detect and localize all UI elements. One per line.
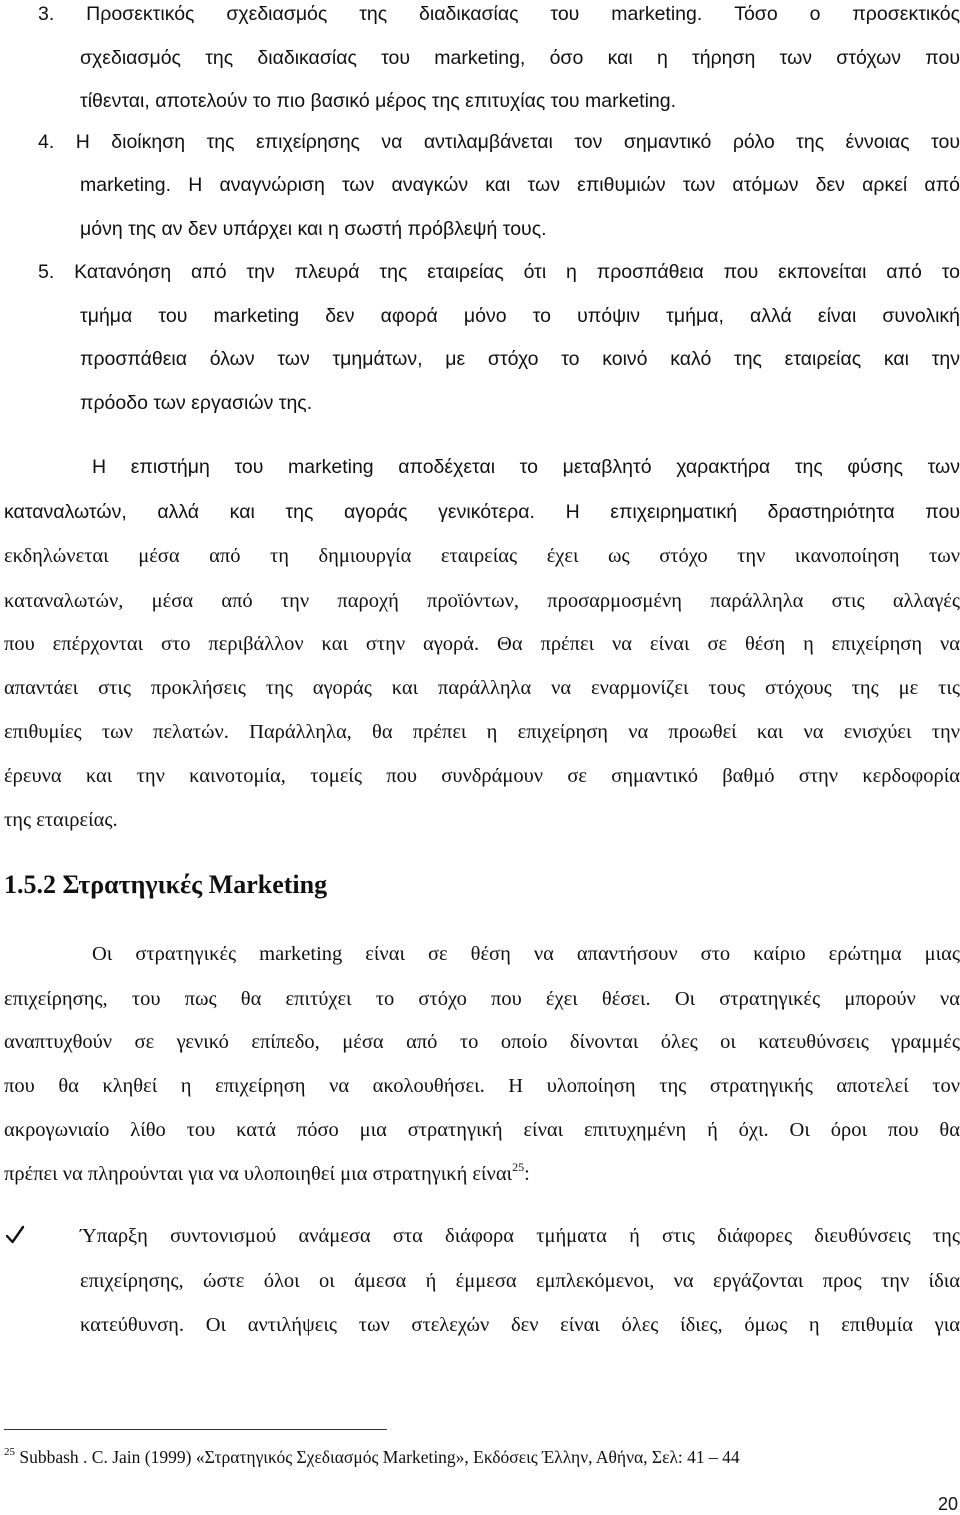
paragraph-2-line-6-text: πρέπει να πληρούνται για να υλοποιηθεί μια στρατηγική είναι [4,1163,513,1185]
bullet-line-1: Ύπαρξη συντονισμού ανάμεσα στα διάφορα τμήματα ή στις διάφορες διευθύνσεις της [80,1225,960,1247]
paragraph-1-line-6: απαντάει στις προκλήσεις της αγοράς και παράλληλα να εναρμονίζει τους στόχους της με τις [4,677,960,699]
list-item-3-line-1: 3. Προσεκτικός σχεδιασμός της διαδικασίας του marketing. Τόσο ο προσεκτικός [38,3,960,25]
footnote-reference[interactable]: 25 [512,1160,525,1174]
footnote-text: Subbash . C. Jain (1999) «Στρατηγικός Σχεδιασμός Marketing», Εκδόσεις Έλλην, Αθήνα, Σελ: 41 – 44 [19,1447,740,1467]
list-item-3-line-2: σχεδιασμός της διαδικασίας του marketing, όσο και η τήρηση των στόχων που [80,47,960,69]
bullet-line-3: κατεύθυνση. Οι αντιλήψεις των στελεχών δεν είναι όλες ίδιες, όμως η επιθυμία για [80,1314,960,1336]
list-item-5-line-2: τμήμα του marketing δεν αφορά μόνο το υπόψιν τμήμα, αλλά είναι συνολική [80,305,960,327]
paragraph-2-line-3: αναπτυχθούν σε γενικό επίπεδο, μέσα από το οποίο δίνονται όλες οι κατευθύνσεις γραμμές [4,1031,960,1053]
page-number: 20 [937,1494,958,1514]
section-heading: 1.5.2 Στρατηγικές Marketing [4,870,328,899]
paragraph-2-line-6 [4,1160,530,1185]
list-item-5-line-1: 5. Κατανόηση από την πλευρά της εταιρείας ότι η προσπάθεια που εκπονείται από το [38,261,960,283]
paragraph-1-line-9: της εταιρείας. [4,809,118,831]
paragraph-2-line-1: Οι στρατηγικές marketing είναι σε θέση να απαντήσουν στο καίριο ερώτημα μιας [92,943,960,965]
list-item-5-line-3: προσπάθεια όλων των τμημάτων, με στόχο το κοινό καλό της εταιρείας και την [80,348,960,370]
footnote-number: 25 [4,1446,15,1458]
paragraph-1-line-8: έρευνα και την καινοτομία, τομείς που συνδράμουν σε σημαντικό βαθμό στην κερδοφορία [4,765,960,787]
paragraph-1-line-7: επιθυμίες των πελατών. Παράλληλα, θα πρέπει η επιχείρηση να προωθεί και να ενισχύει την [4,721,960,743]
paragraph-2-line-6-colon: : [524,1163,530,1185]
paragraph-1-line-5: που επέρχονται στο περιβάλλον και στην αγορά. Θα πρέπει να είναι σε θέση η επιχείρηση να [4,633,960,655]
list-item-5-line-4: πρόοδο των εργασιών της. [80,392,313,414]
paragraph-1-line-4: καταναλωτών, μέσα από την παροχή προϊόντων, προσαρμοσμένη παράλληλα στις αλλαγές [4,590,960,612]
footnote-separator [4,1429,387,1430]
list-item-4-line-2: marketing. Η αναγνώριση των αναγκών και των επιθυμιών των ατόμων δεν αρκεί από [80,174,960,196]
paragraph-1-line-3: εκδηλώνεται μέσα από τη δημιουργία εταιρείας έχει ως στόχο την ικανοποίηση των [4,545,960,567]
list-item-4-line-3: μόνη της αν δεν υπάρχει και η σωστή πρόβλεψή τους. [80,218,547,240]
bullet-line-2: επιχείρησης, ώστε όλοι οι άμεσα ή έμμεσα εμπλεκόμενοι, να εργάζονται προς την ίδια [80,1270,960,1292]
paragraph-2-line-5: ακρογωνιαίο λίθο του κατά πόσο μια στρατηγική είναι επιτυχημένη ή όχι. Οι όροι που θα [4,1119,960,1141]
paragraph-2-line-2: επιχείρησης, του πως θα επιτύχει το στόχο που έχει θέσει. Οι στρατηγικές μπορούν να [4,988,960,1010]
paragraph-1-line-1: Η επιστήμη του marketing αποδέχεται το μεταβλητό χαρακτήρα της φύσης των [92,456,960,478]
list-item-3-line-3: τίθενται, αποτελούν το πιο βασικό μέρος της επιτυχίας του marketing. [80,90,677,112]
footnote [4,1446,740,1467]
list-item-4-line-1: 4. Η διοίκηση της επιχείρησης να αντιλαμβάνεται τον σημαντικό ρόλο της έννοιας του [38,131,960,153]
checkmark-icon [4,1224,26,1246]
paragraph-2-line-4: που θα κληθεί η επιχείρηση να ακολουθήσει. Η υλοποίηση της στρατηγικής αποτελεί τον [4,1075,960,1097]
paragraph-1-line-2: καταναλωτών, αλλά και της αγοράς γενικότερα. Η επιχειρηματική δραστηριότητα που [4,501,960,523]
